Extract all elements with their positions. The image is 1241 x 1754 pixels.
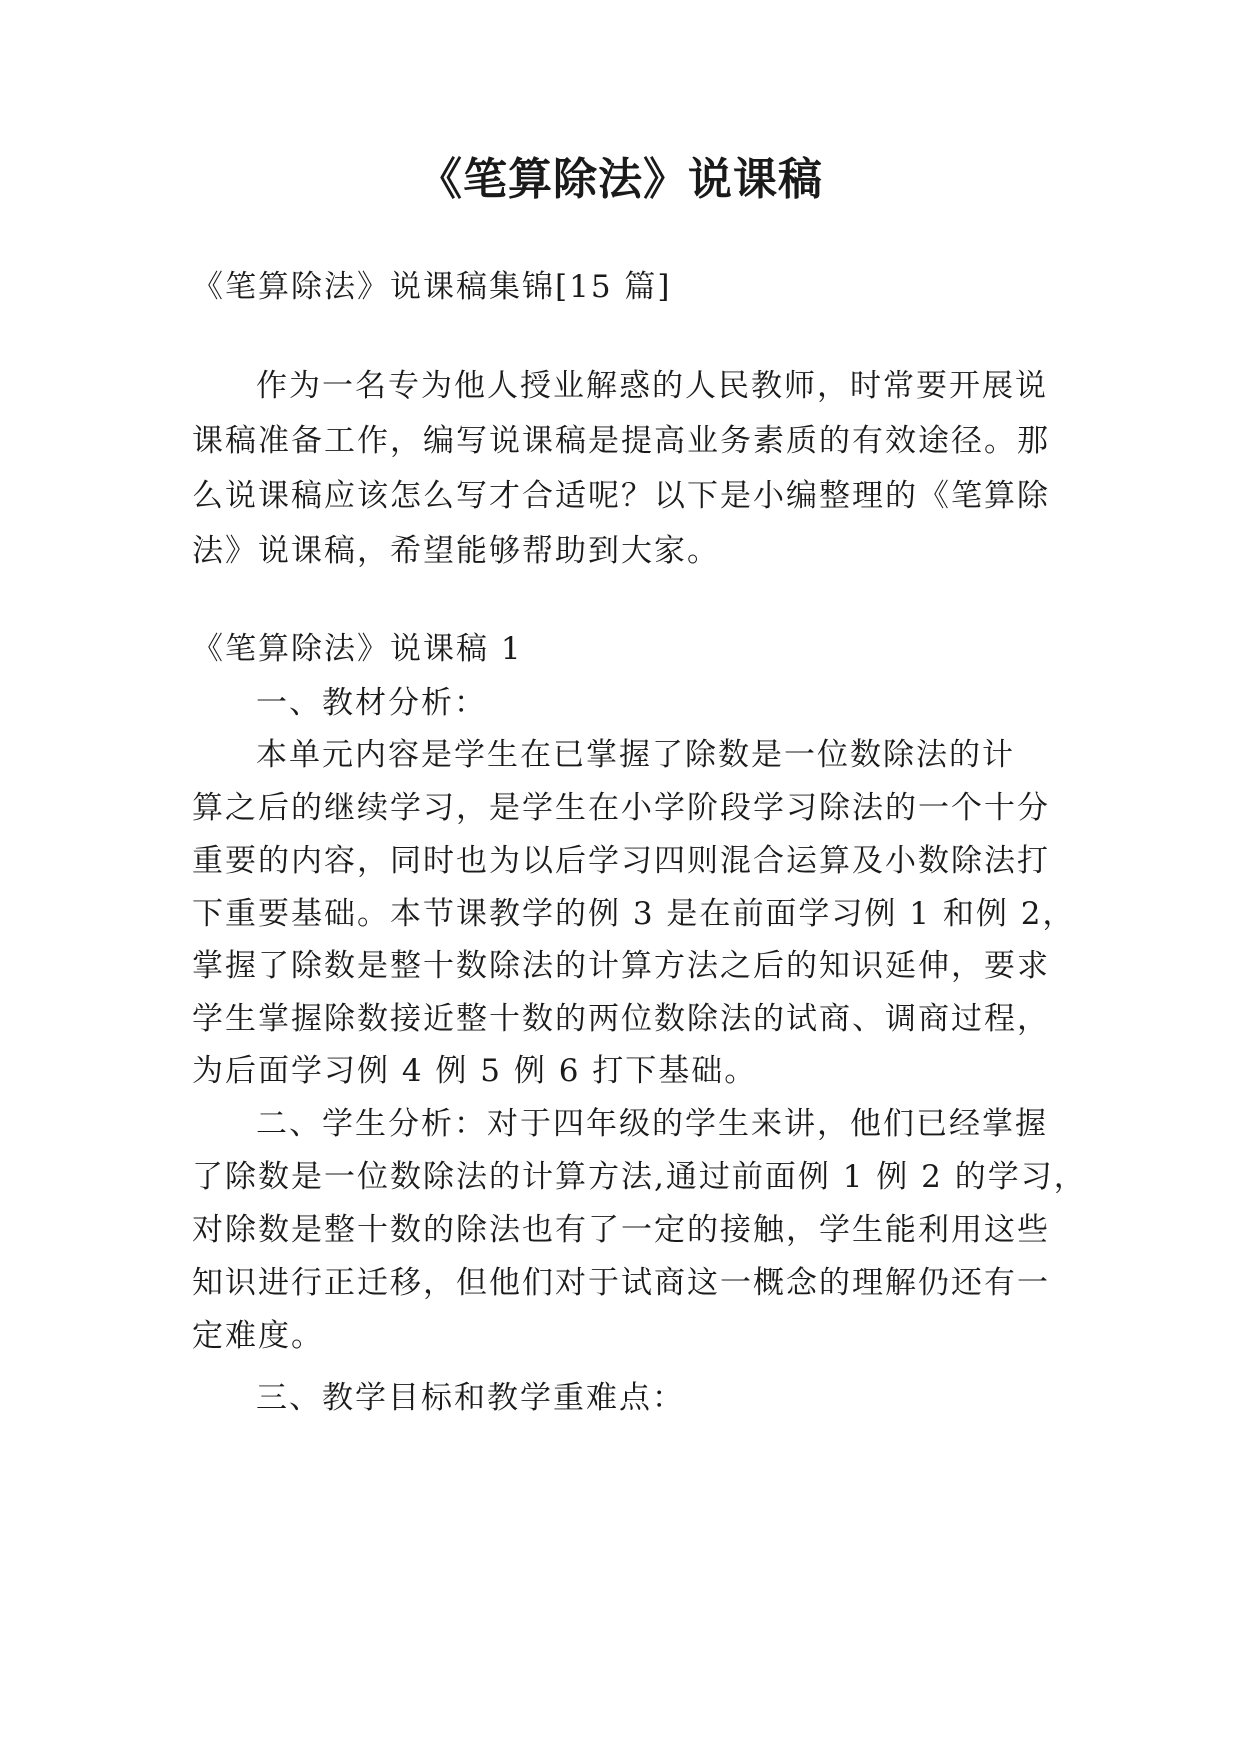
part1-heading: 一、教材分析：	[256, 685, 487, 721]
part2-line-5: 定难度。	[192, 1318, 324, 1354]
part2-line-2: 了除数是一位数除法的计算方法,通过前面例 1 例 2 的学习，	[192, 1159, 1087, 1195]
part2-line-3: 对除数是整十数的除法也有了一定的接触，学生能利用这些	[192, 1212, 1050, 1248]
intro-line-4: 法》说课稿，希望能够帮助到大家。	[192, 533, 720, 569]
part1-line-7: 为后面学习例 4 例 5 例 6 打下基础。	[192, 1053, 758, 1089]
part1-line-6: 学生掌握除数接近整十数的两位数除法的试商、调商过程，	[192, 1001, 1050, 1037]
part2-line-4: 知识进行正迁移，但他们对于试商这一概念的理解仍还有一	[192, 1265, 1050, 1301]
section-heading: 《笔算除法》说课稿 1	[192, 631, 523, 667]
intro-line-3: 么说课稿应该怎么写才合适呢？以下是小编整理的《笔算除	[192, 478, 1050, 514]
part1-line-1: 本单元内容是学生在已掌握了除数是一位数除法的计	[256, 737, 1015, 773]
intro-line-1: 作为一名专为他人授业解惑的人民教师，时常要开展说	[256, 368, 1048, 404]
part1-line-5: 掌握了除数是整十数除法的计算方法之后的知识延伸，要求	[192, 948, 1050, 984]
part1-line-2: 算之后的继续学习，是学生在小学阶段学习除法的一个十分	[192, 790, 1050, 826]
part1-line-4: 下重要基础。本节课教学的例 3 是在前面学习例 1 和例 2，	[192, 896, 1076, 932]
document-subtitle: 《笔算除法》说课稿集锦[15 篇]	[192, 269, 672, 305]
part3-heading: 三、教学目标和教学重难点：	[256, 1380, 685, 1416]
part1-line-3: 重要的内容，同时也为以后学习四则混合运算及小数除法打	[192, 843, 1050, 879]
part2-line-1: 二、学生分析：对于四年级的学生来讲，他们已经掌握	[256, 1106, 1048, 1142]
document-title: 《笔算除法》说课稿	[418, 154, 823, 205]
intro-line-2: 课稿准备工作，编写说课稿是提高业务素质的有效途径。那	[192, 423, 1050, 459]
